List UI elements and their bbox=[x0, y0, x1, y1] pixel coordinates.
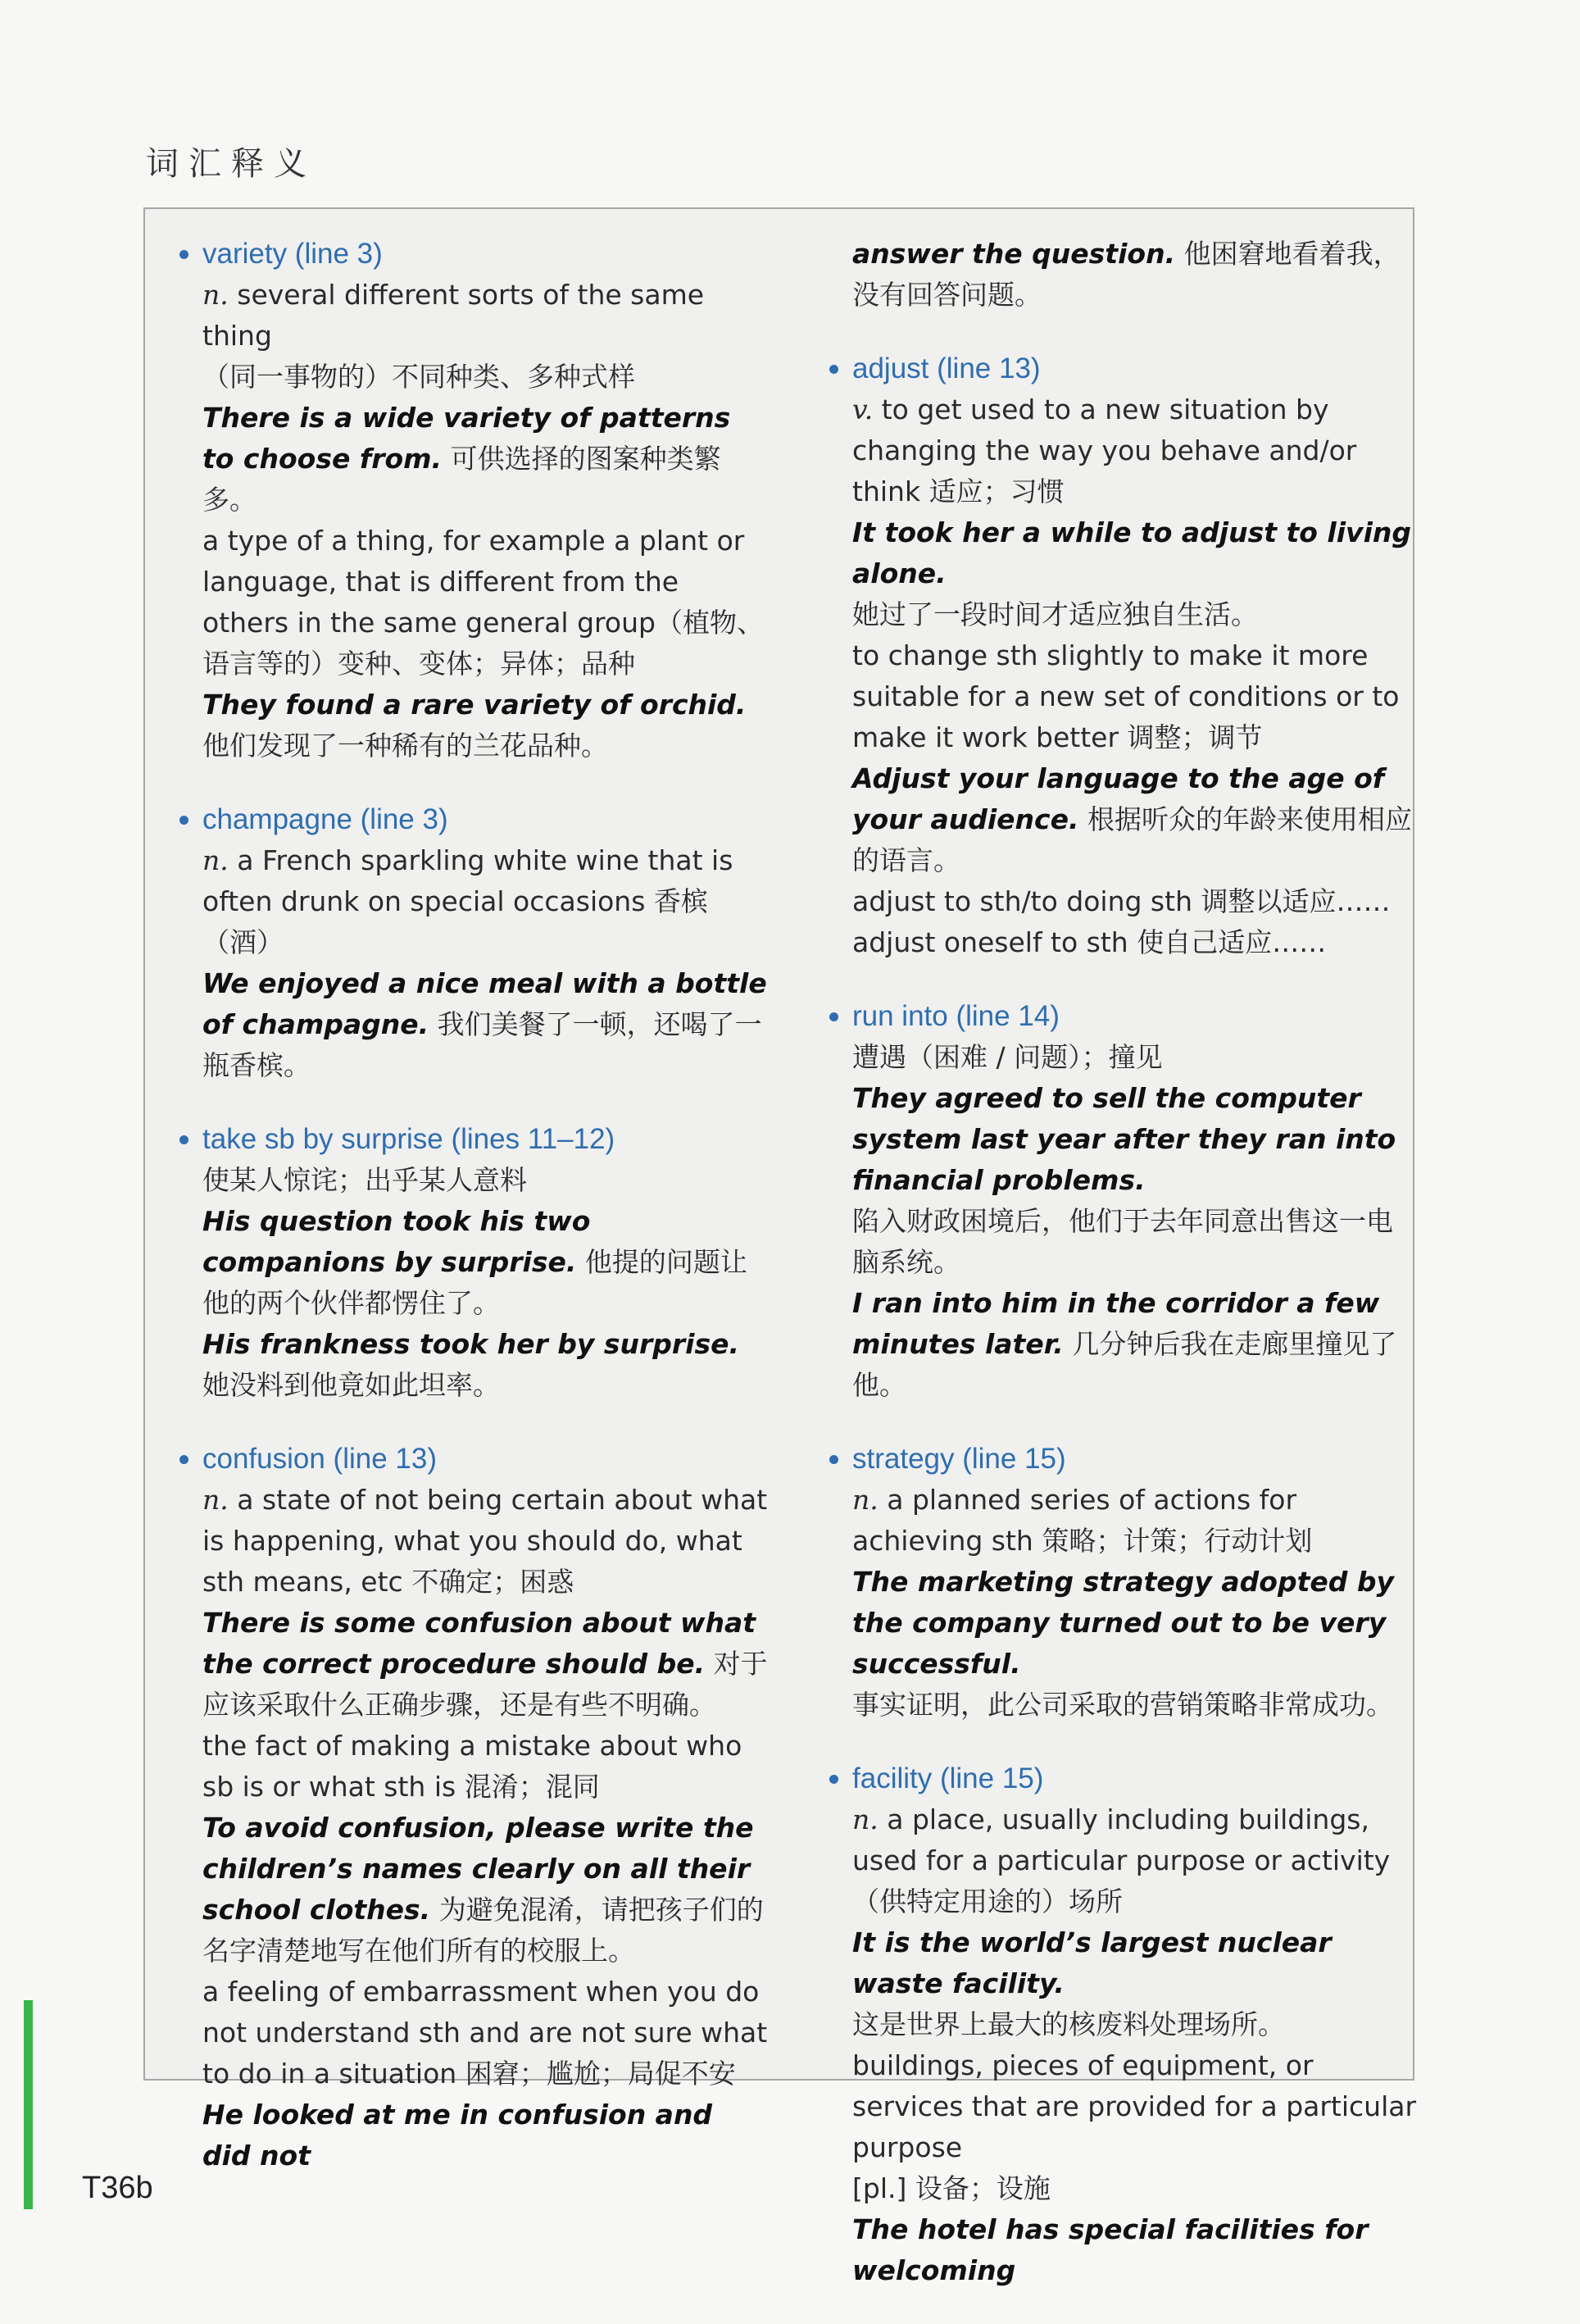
entry-variety bbox=[179, 234, 770, 766]
entry-title: champagne (line 3) bbox=[179, 799, 770, 840]
phrase: adjust to sth/to doing sth 调整以适应…… bbox=[852, 885, 1391, 917]
definition: the fact of making a mistake about who sb is or what sth is 混淆；混同 bbox=[202, 1730, 742, 1803]
entry-title: adjust (line 13) bbox=[829, 348, 1419, 389]
definition: n. several different sorts of the same thing （同一事物的）不同种类、多种式样 bbox=[202, 279, 705, 393]
definition: n. a French sparkling white wine that is often drunk on special occasions 香槟（酒） bbox=[202, 844, 733, 958]
definition: a feeling of embarrassment when you do not understand sth and are not sure what to do in a situation 困窘；尴尬；局促不安 bbox=[202, 1976, 768, 2090]
example: It is the world’s largest nuclear waste facility. 这是世界上最大的核废料处理场所。 bbox=[852, 1926, 1332, 2040]
example: We enjoyed a nice meal with a bottle of champagne. 我们美餐了一顿，还喝了一瓶香槟。 bbox=[202, 967, 767, 1081]
definition: to change sth slightly to make it more suitable for a new set of conditions or to make it work better 调整；调节 bbox=[852, 639, 1400, 753]
definition: n. a place, usually including buildings, used for a particular purpose or activity （供特定用途的）场所 bbox=[852, 1803, 1391, 1917]
left-column bbox=[179, 234, 770, 2209]
definition: buildings, pieces of equipment, or services that are provided for a particular purpose [pl.] 设备；设施 bbox=[852, 2049, 1417, 2204]
part-of-speech: v. bbox=[852, 393, 874, 425]
example: He looked at me in confusion and did not bbox=[202, 2099, 713, 2172]
part-of-speech: n. bbox=[202, 844, 229, 876]
right-column bbox=[829, 234, 1419, 2324]
definition: 遭遇（困难 / 问题）；撞见 bbox=[852, 1041, 1163, 1073]
entry-confusion-continued bbox=[829, 234, 1419, 316]
example: They found a rare variety of orchid. 他们发现了一种稀有的兰花品种。 bbox=[202, 689, 747, 762]
example: I ran into him in the corridor a few minutes later. 几分钟后我在走廊里撞见了他。 bbox=[852, 1287, 1397, 1401]
entry-title: take sb by surprise (lines 11–12) bbox=[179, 1119, 770, 1160]
phrase: adjust oneself to sth 使自己适应…… bbox=[852, 926, 1327, 958]
part-of-speech: n. bbox=[202, 1484, 229, 1516]
part-of-speech: n. bbox=[852, 1484, 879, 1516]
definition: n. a state of not being certain about what is happening, what you should do, what sth means, etc 不确定；困惑 bbox=[202, 1484, 768, 1598]
example: There is some confusion about what the correct procedure should be. 对于应该采取什么正确步骤，还是有些不明确。 bbox=[202, 1607, 768, 1721]
entry-take-by-surprise bbox=[179, 1119, 770, 1406]
entry-title: variety (line 3) bbox=[179, 234, 770, 275]
example: Adjust your language to the age of your audience. 根据听众的年龄来使用相应的语言。 bbox=[852, 762, 1412, 876]
example: His frankness took her by surprise. 她没料到他竟如此坦率。 bbox=[202, 1328, 740, 1401]
definition: n. a planned series of actions for achieving sth 策略；计策；行动计划 bbox=[852, 1484, 1313, 1557]
example: To avoid confusion, please write the children’s names clearly on all their school clothes. 为避免混淆，请把孩子们的名字清楚地写在他们所有的校服上。 bbox=[202, 1812, 764, 1967]
entry-facility bbox=[829, 1758, 1419, 2291]
entry-title: confusion (line 13) bbox=[179, 1439, 770, 1480]
definition: 使某人惊诧；出乎某人意料 bbox=[202, 1164, 527, 1196]
entry-run-into bbox=[829, 996, 1419, 1406]
page-number: T36b bbox=[82, 2171, 153, 2205]
part-of-speech: n. bbox=[852, 1803, 879, 1835]
entry-title: strategy (line 15) bbox=[829, 1439, 1419, 1480]
example: The marketing strategy adopted by the company turned out to be very successful. 事实证明，此公司采取的营销策略非常成功。 bbox=[852, 1566, 1394, 1721]
page-heading: 词汇释义 bbox=[146, 145, 316, 183]
example: There is a wide variety of patterns to choose from. 可供选择的图案种类繁多。 bbox=[202, 402, 731, 516]
green-margin-bar bbox=[24, 2000, 33, 2209]
example: His question took his two companions by surprise. 他提的问题让他的两个伙伴都愣住了。 bbox=[202, 1205, 747, 1319]
entry-adjust bbox=[829, 348, 1419, 963]
entry-champagne bbox=[179, 799, 770, 1086]
definition: a type of a thing, for example a plant or language, that is different from the others in the same general group（植物、语言等的）变种、变体；异体；品种 bbox=[202, 525, 764, 680]
example: answer the question. 他困窘地看着我，没有回答问题。 bbox=[852, 238, 1401, 311]
vocabulary-box bbox=[143, 207, 1417, 2286]
entry-confusion bbox=[179, 1439, 770, 2176]
part-of-speech: n. bbox=[202, 279, 229, 311]
example: It took her a while to adjust to living alone. 她过了一段时间才适应独自生活。 bbox=[852, 516, 1411, 630]
example: The hotel has special facilities for welcoming bbox=[852, 2213, 1369, 2286]
definition: v. to get used to a new situation by changing the way you behave and/or think 适应；习惯 bbox=[852, 393, 1357, 507]
example: They agreed to sell the computer system last year after they ran into financial problems. 陷入财政困境后，他们于去年同意出售这一电脑系统。 bbox=[852, 1082, 1396, 1278]
entry-title: facility (line 15) bbox=[829, 1758, 1419, 1799]
entry-strategy bbox=[829, 1439, 1419, 1726]
entry-title: run into (line 14) bbox=[829, 996, 1419, 1037]
